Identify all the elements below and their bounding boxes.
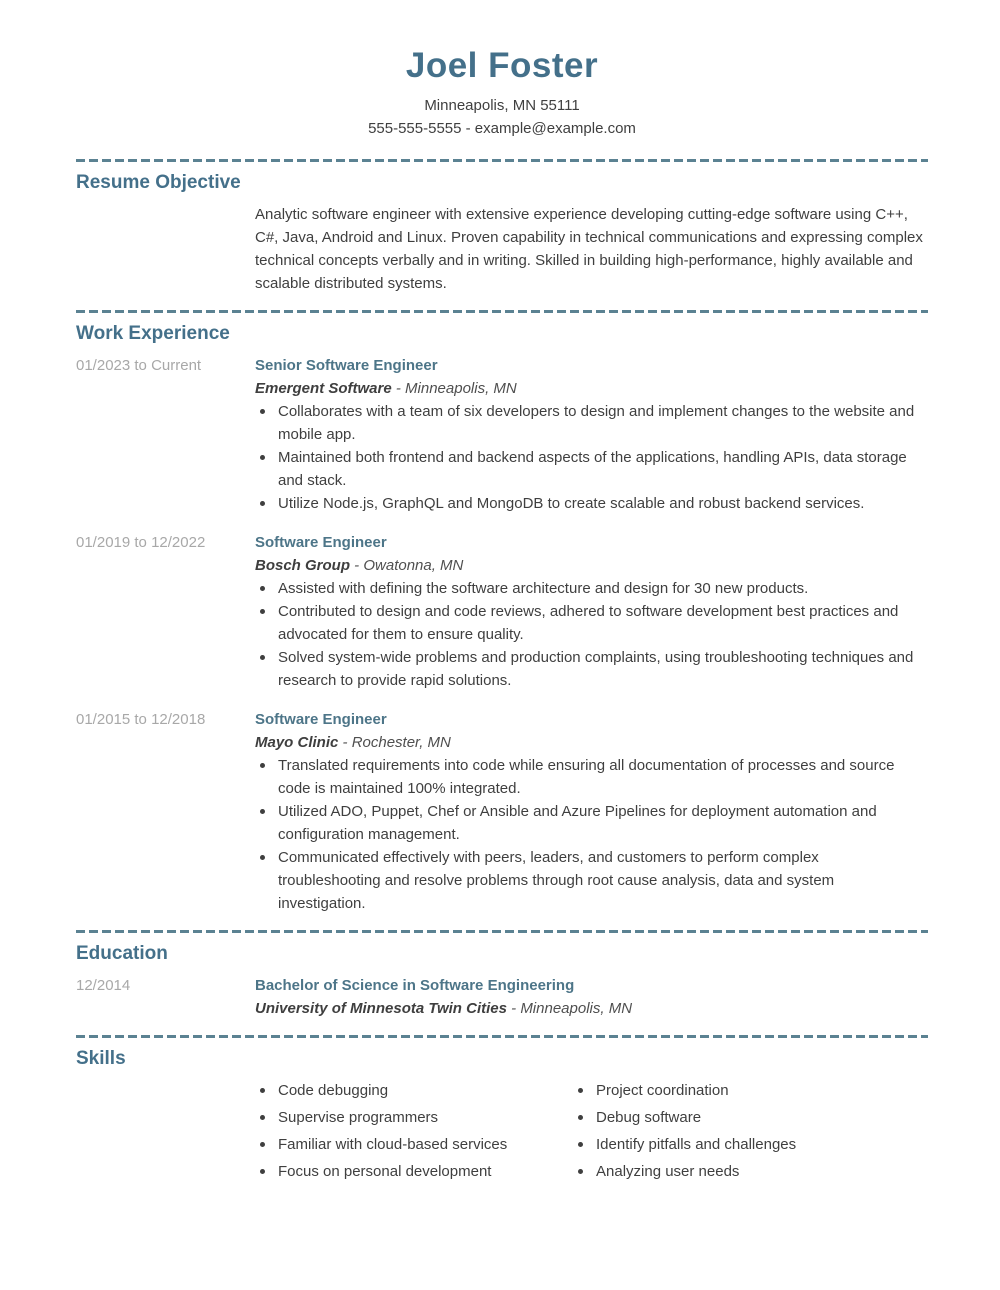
job-bullet: Maintained both frontend and backend aspects of the applications, handling APIs, data storage and stack. [255,446,923,492]
job-company: Mayo Clinic [255,734,339,751]
education-dates: 12/2014 [76,977,131,994]
skills-column-1 [255,1079,573,1187]
job-bullet: Collaborates with a team of six developers to design and implement changes to the website and mobile app. [255,400,923,446]
job-company-line [255,731,923,754]
education-location: - Minneapolis, MN [506,1000,633,1017]
skills-columns [255,1079,923,1187]
job-dates: 01/2015 to 12/2018 [76,711,206,728]
objective-text: Analytic software engineer with extensive experience developing cutting-edge software using C++, C#, Java, Android and Linux. Proven capability in technical communications and expressing complex technical concepts verbally and in writing. Skilled in building high-performance, highly available and scalable distributed systems. [255,206,923,292]
skill-item: Focus on personal development [255,1160,573,1183]
job-bullet: Solved system-wide problems and production complaints, using troubleshooting techniques and research to provide rapid solutions. [255,646,923,692]
job-location: - Rochester, MN [338,734,451,751]
skills-column-2 [573,1079,891,1187]
objective-heading: Resume Objective [76,172,241,193]
education-school: University of Minnesota Twin Cities [255,1000,507,1017]
job-bullet: Translated requirements into code while ensuring all documentation of processes and source code is maintained 100% integrated. [255,754,923,800]
job-location: - Minneapolis, MN [391,380,517,397]
section-divider [76,310,928,313]
candidate-name: Joel Foster [405,46,599,85]
education-heading: Education [76,943,168,964]
job-bullet-list [255,577,923,692]
resume-header [76,44,928,140]
job-title: Senior Software Engineer [255,357,438,374]
job-bullet: Communicated effectively with peers, leaders, and customers to perform complex troubleshooting and resolve problems through root cause analysis, data and system investigation. [255,846,923,915]
candidate-address: Minneapolis, MN 55111 [424,97,580,114]
job-bullet: Assisted with defining the software architecture and design for 30 new products. [255,577,923,600]
section-work-experience [76,310,928,930]
job-company-line [255,377,923,400]
education-school-line [255,997,923,1020]
section-resume-objective [76,159,928,310]
section-skills [76,1035,928,1202]
skill-item: Debug software [573,1106,891,1129]
job-title: Software Engineer [255,711,387,728]
section-education [76,930,928,1035]
job-location: - Owatonna, MN [350,557,464,574]
job-dates: 01/2019 to 12/2022 [76,534,206,551]
job-company-line [255,554,923,577]
job-title: Software Engineer [255,534,387,551]
job-bullet: Contributed to design and code reviews, adhered to software development best practices and advocated for them to ensure quality. [255,600,923,646]
skill-item: Code debugging [255,1079,573,1102]
job-entry [76,708,928,915]
job-bullet: Utilized ADO, Puppet, Chef or Ansible and Azure Pipelines for deployment automation and configuration management. [255,800,923,846]
section-divider [76,1035,928,1038]
job-bullet-list [255,400,923,515]
job-entry [76,354,928,515]
education-degree: Bachelor of Science in Software Engineering [255,977,575,994]
job-entry [76,531,928,692]
skill-item: Analyzing user needs [573,1160,891,1183]
section-divider [76,930,928,933]
job-company: Bosch Group [255,557,351,574]
skill-item: Project coordination [573,1079,891,1102]
section-divider [76,159,928,162]
job-dates: 01/2023 to Current [76,357,202,374]
candidate-phone-email: 555-555-5555 - example@example.com [368,120,636,137]
job-company: Emergent Software [255,380,392,397]
skill-item: Identify pitfalls and challenges [573,1133,891,1156]
work-experience-heading: Work Experience [76,323,230,344]
education-entry [76,974,928,1020]
job-bullet-list [255,754,923,915]
skills-heading: Skills [76,1048,126,1069]
skill-item: Familiar with cloud-based services [255,1133,573,1156]
skill-item: Supervise programmers [255,1106,573,1129]
job-bullet: Utilize Node.js, GraphQL and MongoDB to create scalable and robust backend services. [255,492,923,515]
